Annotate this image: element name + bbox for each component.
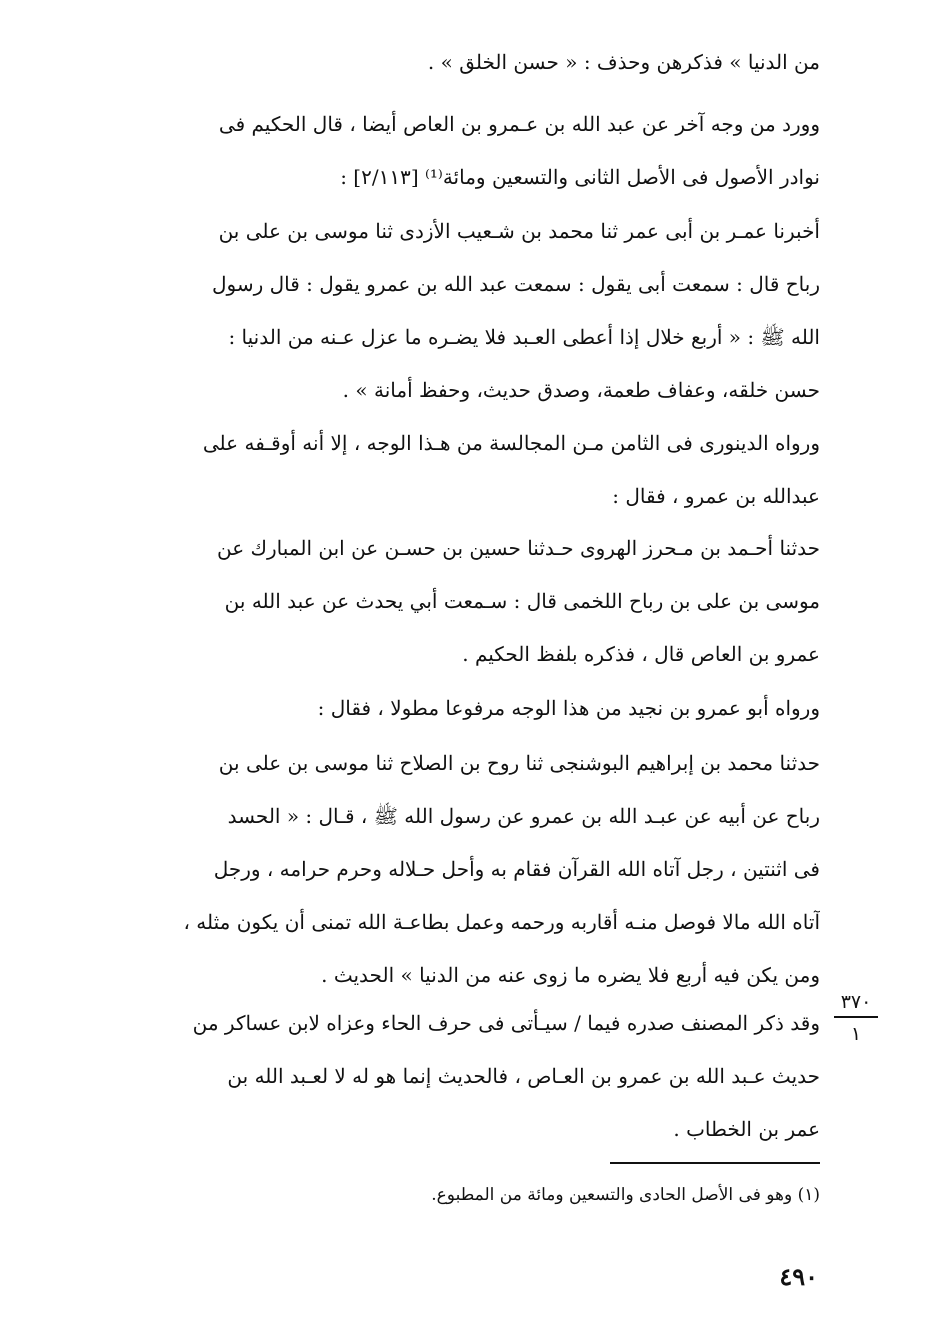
text-line: ورواه أبو عمرو بن نجيد من هذا الوجه مرفوعا مطولا ، فقال : — [317, 696, 820, 720]
text-line: فى اثنتين ، رجل آتاه الله القرآن فقام به وأحل حـلاله وحرم حرامه ، ورجل — [213, 857, 820, 881]
text-line: وقد ذكر المصنف صدره فيما / سيـأتى فى حرف الحاء وعزاه لابن عساكر من — [192, 1011, 820, 1035]
margin-reference — [834, 990, 878, 1046]
text-line: عمر بن الخطاب . — [673, 1117, 820, 1141]
text-line: آتاه الله مالا فوصل منـه أقاربه ورحمه وعمل بطاعـة الله تمنى أن يكون مثله ، — [183, 910, 820, 934]
margin-reference-page: ٣٧٠ — [840, 991, 872, 1013]
text-line: من الدنيا » فذكرهن وحذف : « حسن الخلق » . — [427, 50, 820, 74]
text-line: رباح قال : سمعت أبى يقول : سمعت عبد الله بن عمرو يقول : قال رسول — [212, 272, 820, 296]
text-line: أخبرنا عمـر بن أبى عمر ثنا محمد بن شـعيب الأزدى ثنا موسى بن على بن — [218, 219, 820, 243]
text-line: وورد من وجه آخر عن عبد الله بن عـمرو بن العاص أيضا ، قال الحكيم فى — [218, 112, 820, 136]
text-line: حدثنا أحـمد بن مـحرز الهروى حـدثنا حسين بن حسـن عن ابن المبارك عن — [217, 536, 820, 560]
text-line: ورواه الدينورى فى الثامن مـن المجالسة من هـذا الوجه ، إلا أنه أوقـفه على — [202, 431, 820, 455]
page-number: ٤٩٠ — [779, 1262, 818, 1291]
paragraph-5 — [118, 522, 820, 681]
text-line: ومن يكن فيه أربع فلا يضره ما زوى عنه من الدنيا » الحديث . — [321, 963, 820, 987]
paragraph-1 — [118, 36, 820, 89]
text-line: عمرو بن العاص قال ، فذكره بلفظ الحكيم . — [462, 642, 820, 666]
paragraph-4 — [118, 417, 820, 523]
text-line: عبدالله بن عمرو ، فقال : — [612, 484, 820, 508]
text-line: نوادر الأصول فى الأصل الثانى والتسعين ومائة⁽¹⁾ [٢/١١٣] : — [340, 165, 820, 189]
footnote-separator — [610, 1162, 820, 1164]
text-line: رباح عن أبيه عن عبـد الله بن عمرو عن رسول الله ﷺ ، قـال : « الحسد — [227, 804, 820, 828]
margin-reference-volume: ١ — [850, 1023, 862, 1045]
text-line: حدثنا محمد بن إبراهيم البوشنجى ثنا روح بن الصلاح ثنا موسى بن على بن — [218, 751, 820, 775]
text-line: حسن خلقه، وعفاف طعمة، وصدق حديث، وحفظ أمانة » . — [342, 378, 820, 402]
paragraph-3 — [118, 205, 820, 417]
margin-reference-divider — [834, 1016, 878, 1018]
text-line: حديث عـبد الله بن عمرو بن العـاص ، فالحديث إنما هو له لا لعـبد الله بن — [227, 1064, 820, 1088]
paragraph-7 — [118, 737, 820, 1002]
paragraph-6 — [118, 682, 820, 735]
paragraph-2 — [118, 98, 820, 204]
text-line: الله ﷺ : « أربع خلال إذا أعطى العـبد فلا يضـره ما عزل عـنه من الدنيا : — [228, 325, 820, 349]
paragraph-8 — [118, 997, 820, 1156]
footnote: (١) وهو فى الأصل الحادى والتسعين ومائة من المطبوع. — [431, 1185, 820, 1205]
text-line: موسى بن على بن رباح اللخمى قال : سـمعت أبي يحدث عن عبد الله بن — [224, 589, 820, 613]
